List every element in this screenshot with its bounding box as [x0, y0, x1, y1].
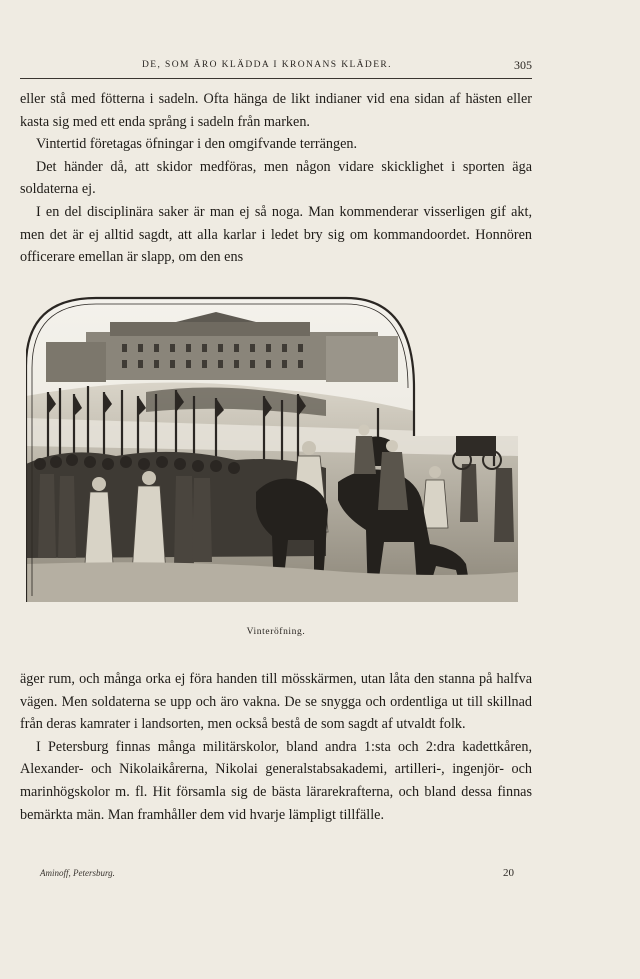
paragraph: Det händer då, att skidor medföras, men någon vidare skicklighet i sporten äga soldaterna ej.	[20, 158, 532, 198]
paragraph: eller stå med fötterna i sadeln. Ofta hänga de likt indianer vid ena sidan af hästen eller kasta sig med ett enda språng i sadeln från marken.	[20, 91, 532, 130]
header-rule	[20, 78, 532, 79]
page-number: 305	[514, 58, 532, 72]
figure-caption: Vinteröfning.	[246, 627, 306, 637]
text-block-bottom	[20, 668, 532, 826]
running-title: DE, SOM ÄRO KLÄDDA I KRONANS KLÄDER.	[142, 60, 392, 70]
paragraph: äger rum, och många orka ej föra handen till mösskärmen, utan låta den stanna på halfva vägen. Men soldaterna se upp och äro vakna. De se snygga och ordentliga ut till skillnad från deras kamrater i landsorten, men också bestå de som sagdt af utvaldt folk.	[20, 671, 532, 733]
text-block-top	[20, 88, 532, 269]
page-footer	[40, 868, 514, 882]
footer-credit: Aminoff, Petersburg.	[40, 868, 115, 878]
paragraph: I Petersburg finnas många militärskolor, bland andra 1:sta och 2:dra kadettkåren, Alexander- och Nikolaikårerna, Nikolai generalstabsakademi, artilleri-, ingenjör- och marinhögskolor m. fl. Hit församla sig de bästa lärarekrafterna, och bland dessa finnas bemärkta män. Man framhåller dem vid hvarje lämpligt tillfälle.	[20, 738, 532, 823]
running-head	[20, 60, 532, 76]
photograph-winter-exercise	[26, 296, 518, 602]
paragraph: Vintertid företagas öfningar i den omgifvande terrängen.	[36, 136, 358, 153]
signature-mark: 20	[503, 867, 514, 879]
paragraph: I en del disciplinära saker är man ej så noga. Man kommenderar visserligen gif akt, men det är ej alltid sagdt, att alla karlar i ledet bry sig om kommandoordet. Honnören officerare emellan är slapp, om den ens	[20, 203, 532, 266]
photograph-illustration	[26, 296, 518, 602]
